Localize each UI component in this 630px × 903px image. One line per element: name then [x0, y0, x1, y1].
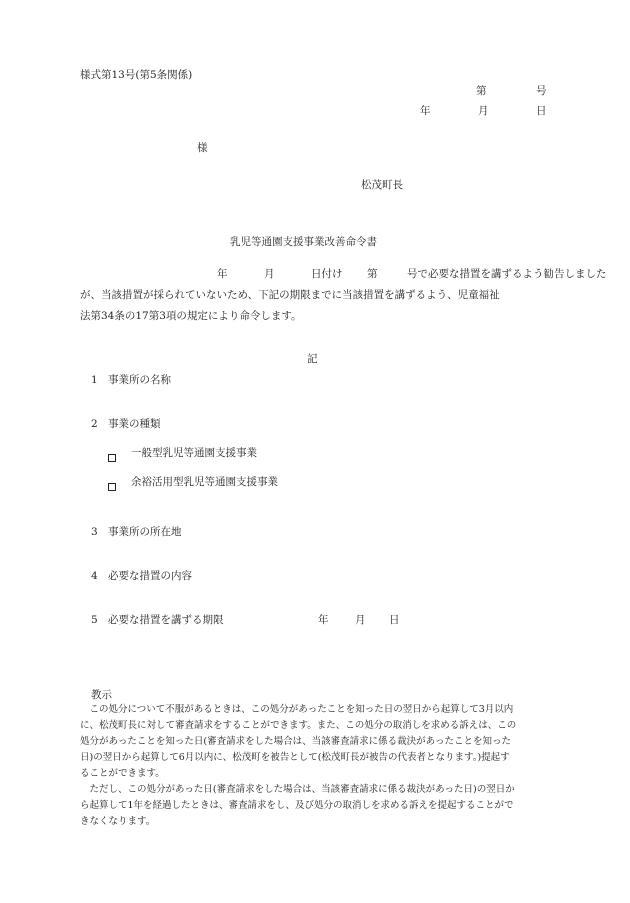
item-number: 1 [91, 374, 98, 386]
form-number: 様式第13号(第5条関係) [80, 69, 193, 81]
checkbox-surplus-type[interactable] [108, 476, 116, 495]
notice-line: ることができます。 [80, 768, 165, 779]
notice-line: ら起算して1年を経過したときは、審査請求をし、及び処分の取消しを求める訴えを提起することがで [80, 800, 514, 811]
document-title: 乳児等通園支援事業改善命令書 [230, 236, 377, 248]
body-year: 年 [217, 268, 228, 280]
option-general-type: 一般型乳児等通園支援事業 [131, 447, 257, 459]
issue-number-prefix: 第 [476, 85, 487, 97]
item-label-business-type: 事業の種類 [108, 418, 161, 430]
item-label-deadline: 必要な措置を講ずる期限 [108, 614, 224, 626]
notice-line: 処分があったことを知った日(審査請求をした場合は、当該審査請求に係る裁決があったことを知った [80, 736, 512, 747]
body-line1-rest: 号で必要な措置を講ずるよう勧告しました [407, 268, 607, 280]
body-month: 月 [264, 268, 275, 280]
issue-date-day: 日 [536, 105, 547, 117]
notice-line: この処分について不服があるときは、この処分があったことを知った日の翌日から起算して3月以内 [80, 704, 514, 715]
item-number: 4 [91, 570, 98, 582]
checkbox-general-type[interactable] [108, 447, 116, 466]
item-label-location: 事業所の所在地 [108, 526, 182, 538]
deadline-year: 年 [318, 614, 329, 626]
notice-line: ただし、この処分があった日(審査請求をした場合は、当該審査請求に係る裁決があった日)の翌日か [80, 784, 515, 795]
ki-heading: 記 [307, 353, 318, 365]
body-no: 第 [367, 268, 378, 280]
item-number: 5 [91, 614, 98, 626]
deadline-month: 月 [355, 614, 366, 626]
recipient-honorific: 様 [197, 142, 208, 154]
item-number: 2 [91, 418, 98, 430]
item-label-facility-name: 事業所の名称 [108, 374, 171, 386]
body-dated: 日付け [311, 268, 343, 280]
notice-heading: 教示 [91, 689, 112, 701]
body-line3: 法第34条の17第3項の規定により命令します。 [80, 310, 302, 322]
issue-date-month: 月 [478, 105, 489, 117]
option-surplus-type: 余裕活用型乳児等通園支援事業 [131, 476, 278, 488]
notice-line: に、松茂町長に対して審査請求をすることができます。また、この処分の取消しを求める訴えは、この [80, 720, 517, 731]
notice-line: きなくなります。 [80, 816, 156, 827]
body-line2: が、当該措置が採られていないため、下記の期限までに当該措置を講ずるよう、児童福祉 [80, 289, 500, 301]
notice-line: 日)の翌日から起算して6月以内に、松茂町を被告として(松茂町長が被告の代表者となります。)提起す [80, 752, 510, 763]
issue-number-suffix: 号 [536, 85, 547, 97]
issue-date-year: 年 [420, 105, 431, 117]
item-label-required-measures: 必要な措置の内容 [108, 570, 192, 582]
deadline-day: 日 [389, 614, 400, 626]
item-number: 3 [91, 526, 98, 538]
issuer-name: 松茂町長 [361, 179, 403, 191]
